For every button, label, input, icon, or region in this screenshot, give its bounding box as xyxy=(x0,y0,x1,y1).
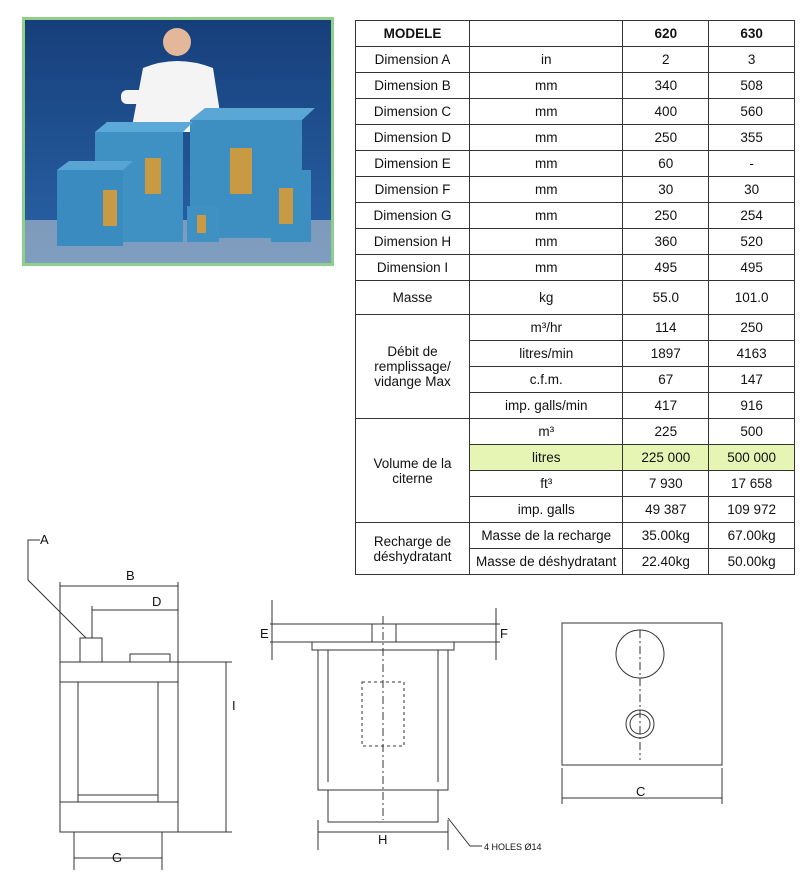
table-row xyxy=(356,229,795,255)
label-h: H xyxy=(378,832,388,847)
table-cell: 67.00kg xyxy=(709,523,795,549)
holes-note: 4 HOLES Ø14 xyxy=(484,842,542,852)
table-row xyxy=(356,203,795,229)
table-cell: 916 xyxy=(709,393,795,419)
table-cell: 500 xyxy=(709,419,795,445)
table-cell: m³ xyxy=(470,419,623,445)
table-cell: 250 xyxy=(709,315,795,341)
table-cell: 17 658 xyxy=(709,471,795,497)
table-cell: Masse de la recharge xyxy=(470,523,623,549)
table-cell: 55.0 xyxy=(623,281,709,315)
top-outline xyxy=(562,623,722,765)
volume-group-label: Volume de la citerne xyxy=(356,419,470,523)
table-cell: 60 xyxy=(623,151,709,177)
label-a: A xyxy=(40,532,49,547)
label-i: I xyxy=(232,698,236,713)
table-cell: 495 xyxy=(709,255,795,281)
table-cell: 250 xyxy=(623,125,709,151)
table-cell: Masse de déshydratant xyxy=(470,549,623,575)
table-cell: m³/hr xyxy=(470,315,623,341)
label-f: F xyxy=(500,626,508,641)
table-cell: 2 xyxy=(623,47,709,73)
technical-drawing xyxy=(0,520,806,884)
table-cell: 400 xyxy=(623,99,709,125)
header-cell: 630 xyxy=(709,21,795,47)
table-cell: litres/min xyxy=(470,341,623,367)
table-cell: Dimension F xyxy=(356,177,470,203)
table-cell: 225 xyxy=(623,419,709,445)
table-cell: Masse xyxy=(356,281,470,315)
table-cell: 22.40kg xyxy=(623,549,709,575)
label-g: G xyxy=(112,850,123,865)
table-cell: Dimension C xyxy=(356,99,470,125)
table-row xyxy=(356,281,795,315)
table-cell: 500 000 xyxy=(709,445,795,471)
table-cell: in xyxy=(470,47,623,73)
table-cell: 250 xyxy=(623,203,709,229)
table-cell: 30 xyxy=(709,177,795,203)
table-cell: 254 xyxy=(709,203,795,229)
table-cell: mm xyxy=(470,125,623,151)
table-cell: - xyxy=(709,151,795,177)
header-cell: MODELE xyxy=(356,21,470,47)
table-cell: 114 xyxy=(623,315,709,341)
table-cell: ft³ xyxy=(470,471,623,497)
table-cell: mm xyxy=(470,73,623,99)
front-breather xyxy=(130,654,170,662)
table-cell: mm xyxy=(470,229,623,255)
label-d: D xyxy=(152,594,162,609)
table-cell: mm xyxy=(470,151,623,177)
table-cell: 495 xyxy=(623,255,709,281)
table-row xyxy=(356,151,795,177)
table-cell: Dimension H xyxy=(356,229,470,255)
table-cell: mm xyxy=(470,99,623,125)
debit-group-label: Débit de remplissage/ vidange Max xyxy=(356,315,470,419)
table-row xyxy=(356,419,795,445)
table-cell: 508 xyxy=(709,73,795,99)
table-cell: 360 xyxy=(623,229,709,255)
table-cell: 355 xyxy=(709,125,795,151)
recharge-group-label: Recharge de déshydratant xyxy=(356,523,470,575)
spec-table xyxy=(355,20,795,575)
table-cell: Dimension B xyxy=(356,73,470,99)
table-cell: c.f.m. xyxy=(470,367,623,393)
table-row xyxy=(356,125,795,151)
table-row xyxy=(356,99,795,125)
product-photo xyxy=(22,17,334,266)
front-base xyxy=(60,802,178,832)
table-cell: Dimension D xyxy=(356,125,470,151)
table-cell: mm xyxy=(470,203,623,229)
table-cell: 30 xyxy=(623,177,709,203)
table-cell: Dimension A xyxy=(356,47,470,73)
table-row xyxy=(356,315,795,341)
label-b: B xyxy=(126,568,135,583)
table-cell: 340 xyxy=(623,73,709,99)
table-cell: 560 xyxy=(709,99,795,125)
table-cell: 4163 xyxy=(709,341,795,367)
table-cell: imp. galls xyxy=(470,497,623,523)
table-cell: mm xyxy=(470,255,623,281)
table-cell: 225 000 xyxy=(623,445,709,471)
table-row xyxy=(356,255,795,281)
label-c: C xyxy=(636,784,646,799)
header-cell xyxy=(470,21,623,47)
table-cell: mm xyxy=(470,177,623,203)
table-cell: imp. galls/min xyxy=(470,393,623,419)
table-cell: kg xyxy=(470,281,623,315)
table-header-row xyxy=(356,21,795,47)
front-inlet xyxy=(80,638,102,662)
table-cell: litres xyxy=(470,445,623,471)
table-cell: 109 972 xyxy=(709,497,795,523)
table-cell: 147 xyxy=(709,367,795,393)
table-cell: Dimension E xyxy=(356,151,470,177)
table-cell: 3 xyxy=(709,47,795,73)
table-cell: 49 387 xyxy=(623,497,709,523)
table-row xyxy=(356,177,795,203)
photo-illustration xyxy=(25,20,331,263)
label-e: E xyxy=(260,626,269,641)
table-cell: 7 930 xyxy=(623,471,709,497)
table-cell: 50.00kg xyxy=(709,549,795,575)
table-row xyxy=(356,47,795,73)
front-lid xyxy=(60,662,178,682)
header-cell: 620 xyxy=(623,21,709,47)
table-cell: Dimension G xyxy=(356,203,470,229)
table-cell: 1897 xyxy=(623,341,709,367)
table-cell: 101.0 xyxy=(709,281,795,315)
side-inlet xyxy=(372,624,396,642)
table-cell: 417 xyxy=(623,393,709,419)
table-row xyxy=(356,73,795,99)
table-cell: 35.00kg xyxy=(623,523,709,549)
table-cell: Dimension I xyxy=(356,255,470,281)
table-cell: 520 xyxy=(709,229,795,255)
table-cell: 67 xyxy=(623,367,709,393)
